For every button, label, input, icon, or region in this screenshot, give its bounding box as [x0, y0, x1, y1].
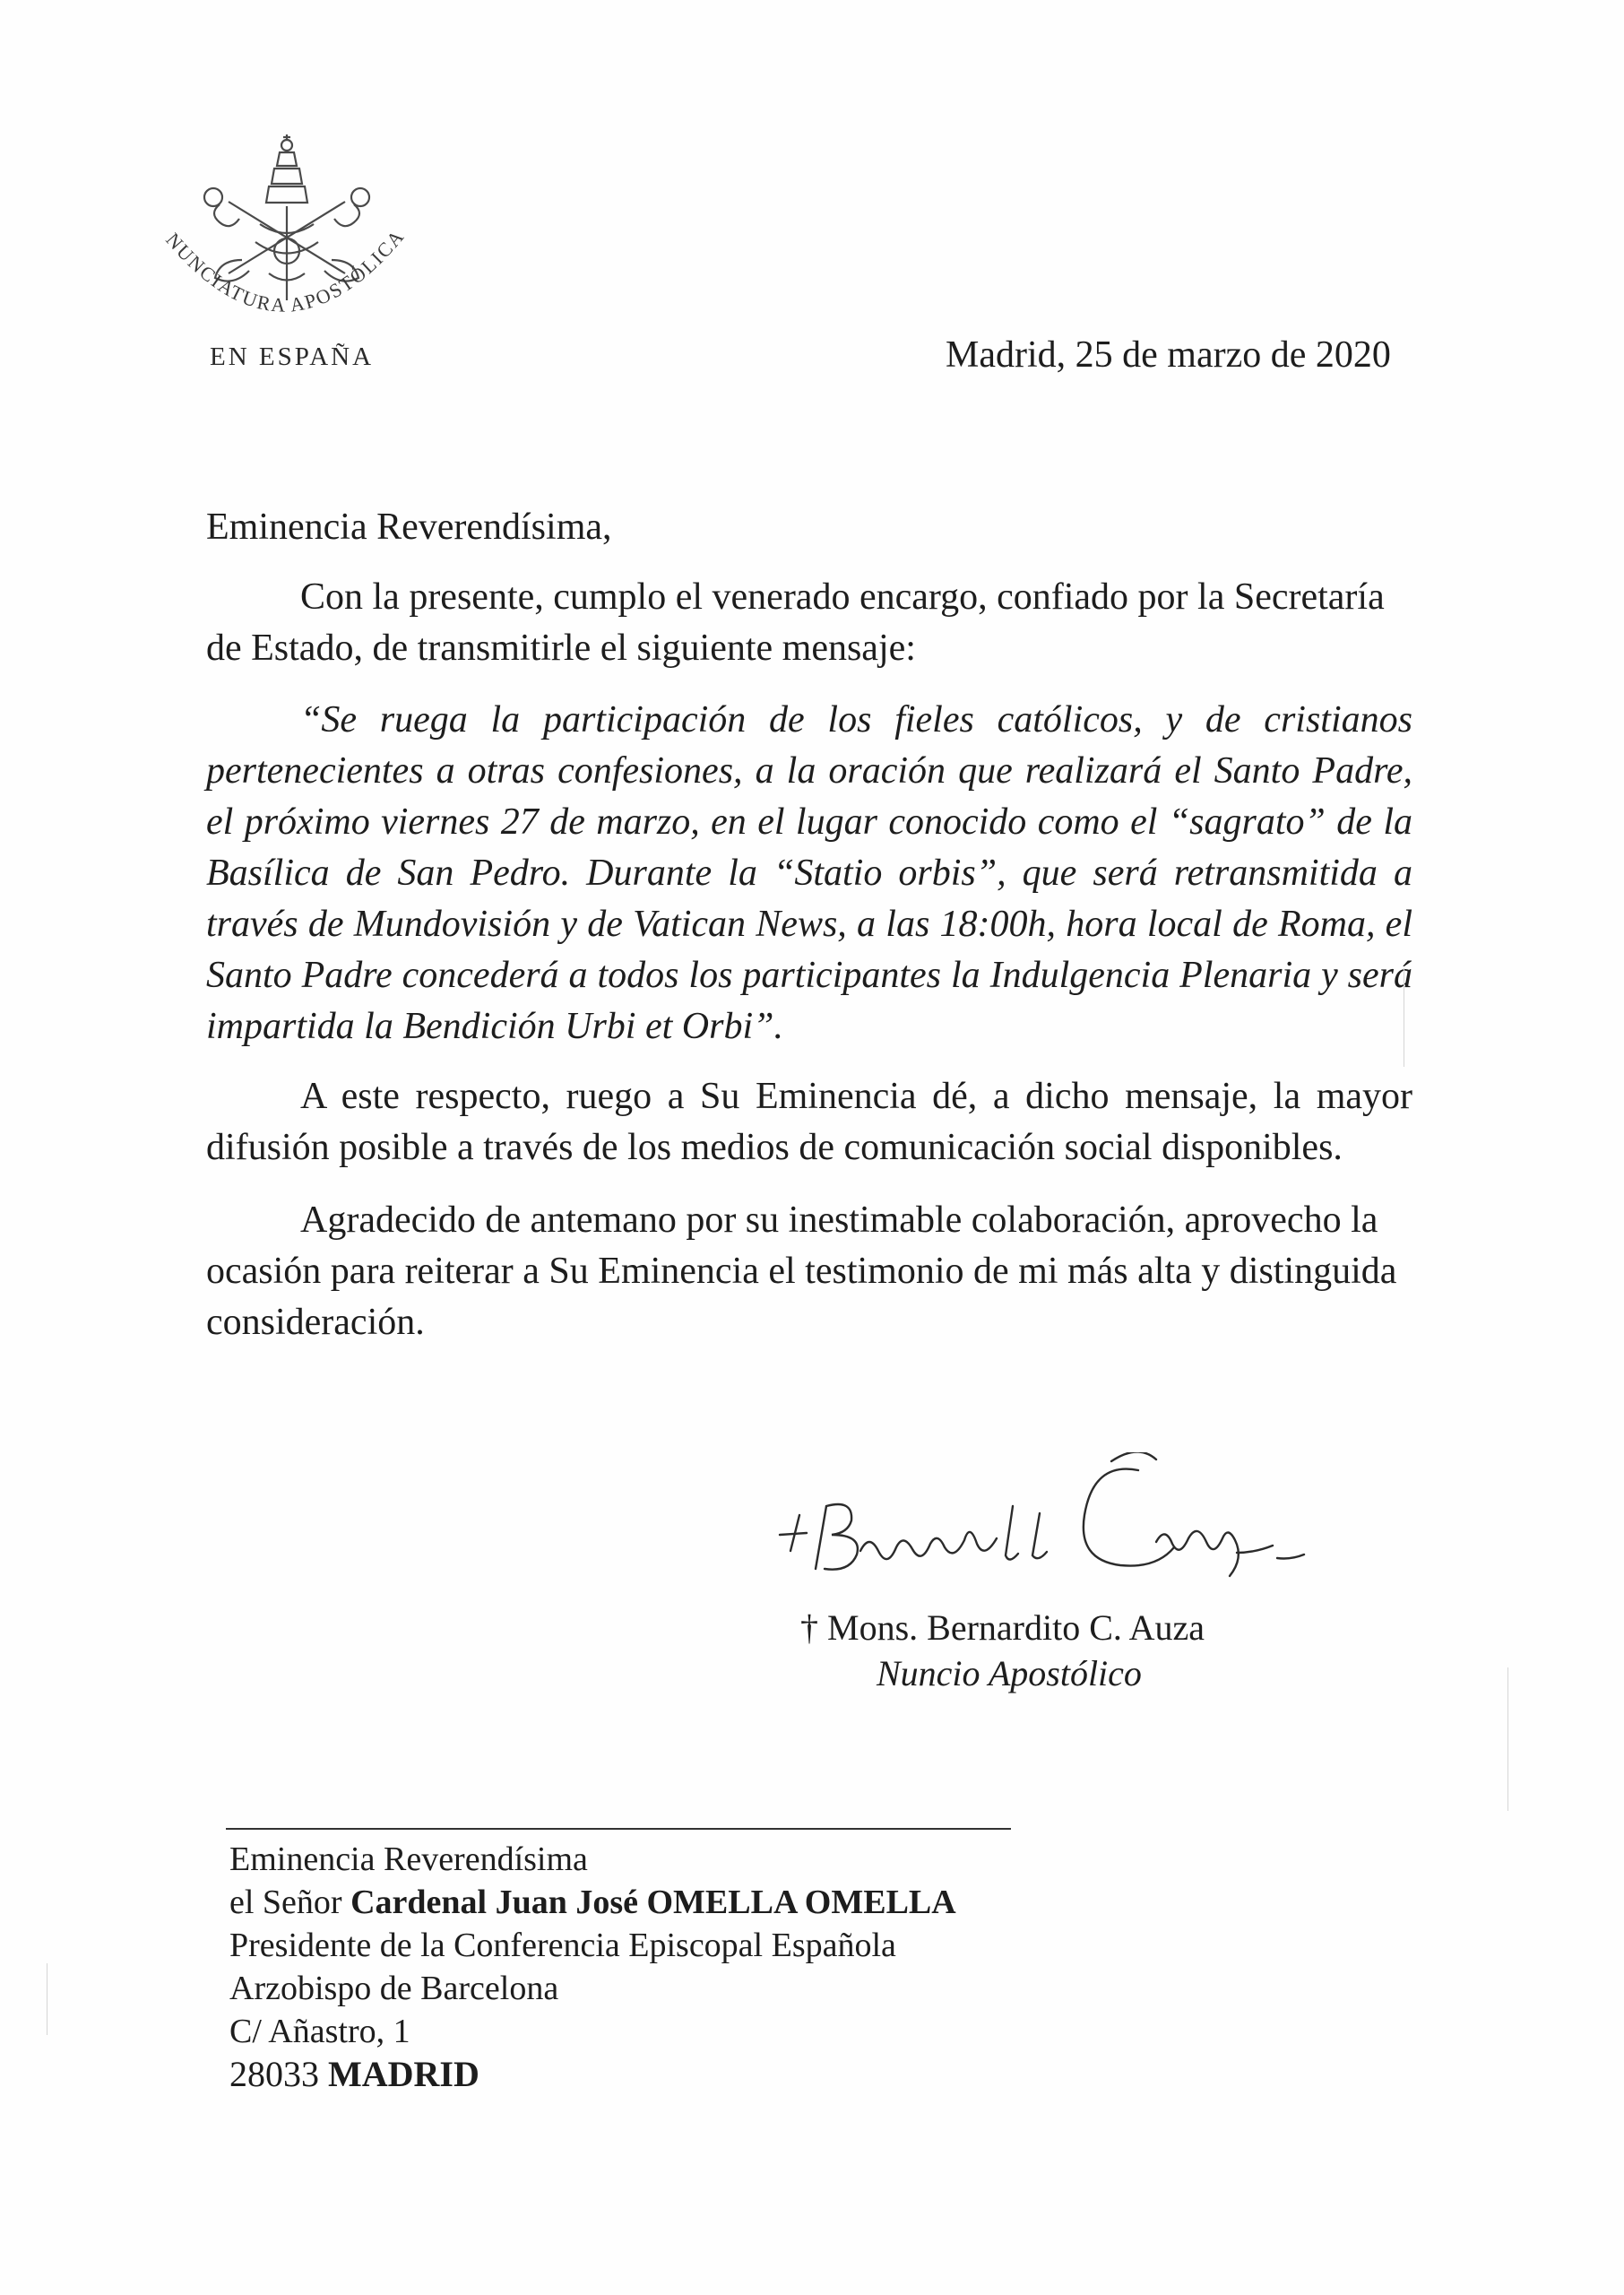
recipient-line-1: Eminencia Reverendísima	[229, 1840, 588, 1878]
recipient-prefix: el Señor	[229, 1884, 342, 1921]
recipient-line-2	[229, 1881, 956, 1924]
recipient-city: MADRID	[328, 2054, 479, 2094]
letter-date: Madrid, 25 de marzo de 2020	[946, 334, 1391, 376]
signer-name: † Mons. Bernardito C. Auza	[800, 1607, 1205, 1648]
signer-title: Nuncio Apostólico	[877, 1653, 1142, 1693]
scan-mark	[47, 1963, 48, 2035]
recipient-city-line	[229, 2053, 956, 2096]
recipient-address	[229, 1838, 956, 2096]
recipient-line-5: C/ Añastro, 1	[229, 2013, 410, 2050]
scan-mark	[1507, 1667, 1508, 1811]
address-divider	[226, 1828, 1011, 1830]
recipient-postal-code: 28033	[229, 2054, 319, 2094]
recipient-name: Cardenal Juan José OMELLA OMELLA	[350, 1884, 956, 1921]
letterhead-country: EN ESPAÑA	[210, 342, 375, 371]
recipient-line-3: Presidente de la Conferencia Episcopal Española	[229, 1927, 896, 1964]
quoted-message: “Se ruega la participación de los fieles católicos, y de cristianos pertenecientes a otras confesiones, a la oración que realizará el Santo Padre, el próximo viernes 27 de marzo, en el lugar conocido como el “sagrato” de la Basílica de San Pedro. Durante la “Statio orbis”, que será retransmitida a través de Mundovisión y de Vatican News, a las 18:00h, hora local de Roma, el Santo Padre concederá a todos los participantes la Indulgencia Plenaria y será impartida la Bendición Urbi et Orbi”.	[206, 699, 1412, 1047]
closing-paragraph: Agradecido de antemano por su inestimable colaboración, aprovecho la ocasión para reiterar a Su Eminencia el testimonio de mi más alta y distinguida consideración.	[206, 1199, 1397, 1343]
letterhead-arc-text: NUNCIATURA APOSTÓLICA	[161, 224, 410, 316]
request-paragraph: A este respecto, ruego a Su Eminencia dé, a dicho mensaje, la mayor difusión posible a través de los medios de comunicación social disponibles.	[206, 1076, 1412, 1168]
handwritten-signature	[771, 1452, 1317, 1614]
papal-crest-logo	[134, 117, 439, 332]
salutation: Eminencia Reverendísima,	[206, 507, 612, 548]
recipient-line-4: Arzobispo de Barcelona	[229, 1970, 559, 2007]
intro-paragraph: Con la presente, cumplo el venerado encargo, confiado por la Secretaría de Estado, de transmitirle el siguiente mensaje:	[206, 576, 1385, 669]
